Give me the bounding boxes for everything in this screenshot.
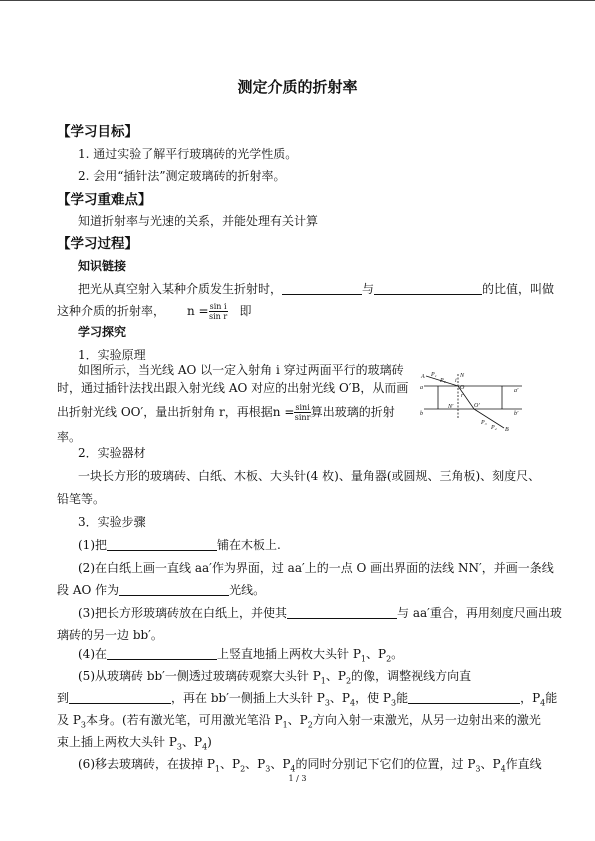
label-b: b xyxy=(420,411,423,417)
step-5-line-3: 及 $P_3$本身。(若有激光笔，可用激光笔沿 $P_1$、$P_2$方向入射一束激光，从另一边射出来的激光 xyxy=(57,713,541,730)
goal-2: 2. 会用“插针法”测定玻璃砖的折射率。 xyxy=(78,169,286,183)
blank-step3[interactable] xyxy=(287,606,397,619)
blank-refraction-sine[interactable] xyxy=(374,282,482,295)
label-P1: P₁ xyxy=(431,372,437,378)
step-5-line-2: 到 ，再在 bb′一侧插上大头针 $P_3$、$P_4$，使 $P_3$能 ，$P_4$能 xyxy=(57,691,558,708)
step-4: (4)在 上竖直地插上两枚大头针 $P_1$、$P_2$。 xyxy=(78,647,404,664)
formula-refractive-index: n = $\frac{\text{sin i}}{\text{sin r}}$ xyxy=(187,302,228,321)
explore-heading: 学习探究 xyxy=(78,325,127,339)
step-3-line-1: (3)把长方形玻璃砖放在白纸上，并使其 与 aa′重合，再用刻度尺画出玻 xyxy=(78,606,562,620)
steps-title: 3．实验步骤 xyxy=(78,515,146,529)
label-i: i xyxy=(455,378,457,384)
blank-incident-sine[interactable] xyxy=(282,282,362,295)
label-r: r xyxy=(461,393,464,399)
section-goals-heading: 【学习目标】 xyxy=(57,124,138,140)
label-O-prime: O′ xyxy=(474,403,480,409)
knowledge-line-2: 这种介质的折射率， n = $\frac{\text{sin i}}{\text{sin r}}$ 即 xyxy=(57,302,252,321)
refraction-diagram xyxy=(418,368,528,438)
keypoints-text: 知道折射率与光速的关系，并能处理有关计算 xyxy=(78,214,319,228)
label-P2: P₂ xyxy=(440,378,446,384)
principle-line-3: 出折射光线 OO′，量出折射角 r，再根据n = $\frac{\sin i}{\sin r}$ 算出玻璃的折射 xyxy=(57,403,395,422)
blank-step4[interactable] xyxy=(107,647,217,660)
principle-title: 1．实验原理 xyxy=(78,348,146,362)
goal-1: 1. 通过实验了解平行玻璃砖的光学性质。 xyxy=(78,147,298,161)
label-B: B xyxy=(505,427,509,433)
equipment-title: 2．实验器材 xyxy=(78,446,146,460)
label-A: A xyxy=(421,374,425,380)
label-P3: P₃ xyxy=(481,420,487,426)
blank-step1[interactable] xyxy=(107,538,217,551)
section-keypoints-heading: 【学习重难点】 xyxy=(57,192,152,208)
step-5-line-1: (5)从玻璃砖 bb′一侧透过玻璃砖观察大头针 $P_1$、$P_2$的像，调整视线方向直 xyxy=(78,669,472,686)
equipment-line-1: 一块长方形的玻璃砖、白纸、木板、大头针(4 枚)、量角器(或圆规、三角板)、刻度尺、 xyxy=(78,469,541,483)
principle-line-1: 如图所示，当光线 AO 以一定入射角 i 穿过两面平行的玻璃砖 xyxy=(78,363,404,377)
page-title: 测定介质的折射率 xyxy=(237,78,358,96)
principle-line-4: 率。 xyxy=(57,430,82,444)
step-2-line-2: 段 AO 作为 光线。 xyxy=(57,583,266,597)
label-N: N xyxy=(460,373,465,379)
blank-step5-b[interactable] xyxy=(408,691,520,704)
label-O: O xyxy=(460,385,465,391)
label-P4: P₄ xyxy=(491,425,497,431)
blank-step2[interactable] xyxy=(119,583,229,596)
blank-step5-a[interactable] xyxy=(69,691,171,704)
label-b-prime: b′ xyxy=(514,411,519,417)
knowledge-line-1: 把光从真空射入某种介质发生折射时， 与 的比值，叫做 xyxy=(78,282,555,296)
page-top-border xyxy=(0,0,595,1)
label-N-prime: N′ xyxy=(448,404,454,410)
knowledge-heading: 知识链接 xyxy=(78,259,127,273)
page-number: 1 / 3 xyxy=(288,774,307,783)
label-a-prime: a′ xyxy=(514,388,519,394)
equipment-line-2: 铅笔等。 xyxy=(57,492,106,506)
section-process-heading: 【学习过程】 xyxy=(57,236,138,252)
step-2-line-1: (2)在白纸上画一直线 aa′作为界面，过 aa′上的一点 O 画出界面的法线 NN′，并画一条线 xyxy=(78,561,554,575)
step-5-line-4: 束上插上两枚大头针 $P_3$、$P_4$) xyxy=(57,735,212,752)
step-3-line-2: 璃砖的另一边 bb′。 xyxy=(57,628,163,642)
label-a: a xyxy=(420,385,423,391)
principle-line-2: 时，通过插针法找出跟入射光线 AO 对应的出射光线 O′B，从而画 xyxy=(57,381,409,395)
step-6-line-1: (6)移去玻璃砖，在拔掉 $P_1$、$P_2$、$P_3$、$P_4$的同时分别记下它们的位置，过 $P_3$、$P_4$作直线 xyxy=(78,757,542,774)
emergent-ray-OB xyxy=(474,409,504,428)
step-1: (1)把 铺在木板上. xyxy=(78,538,281,552)
